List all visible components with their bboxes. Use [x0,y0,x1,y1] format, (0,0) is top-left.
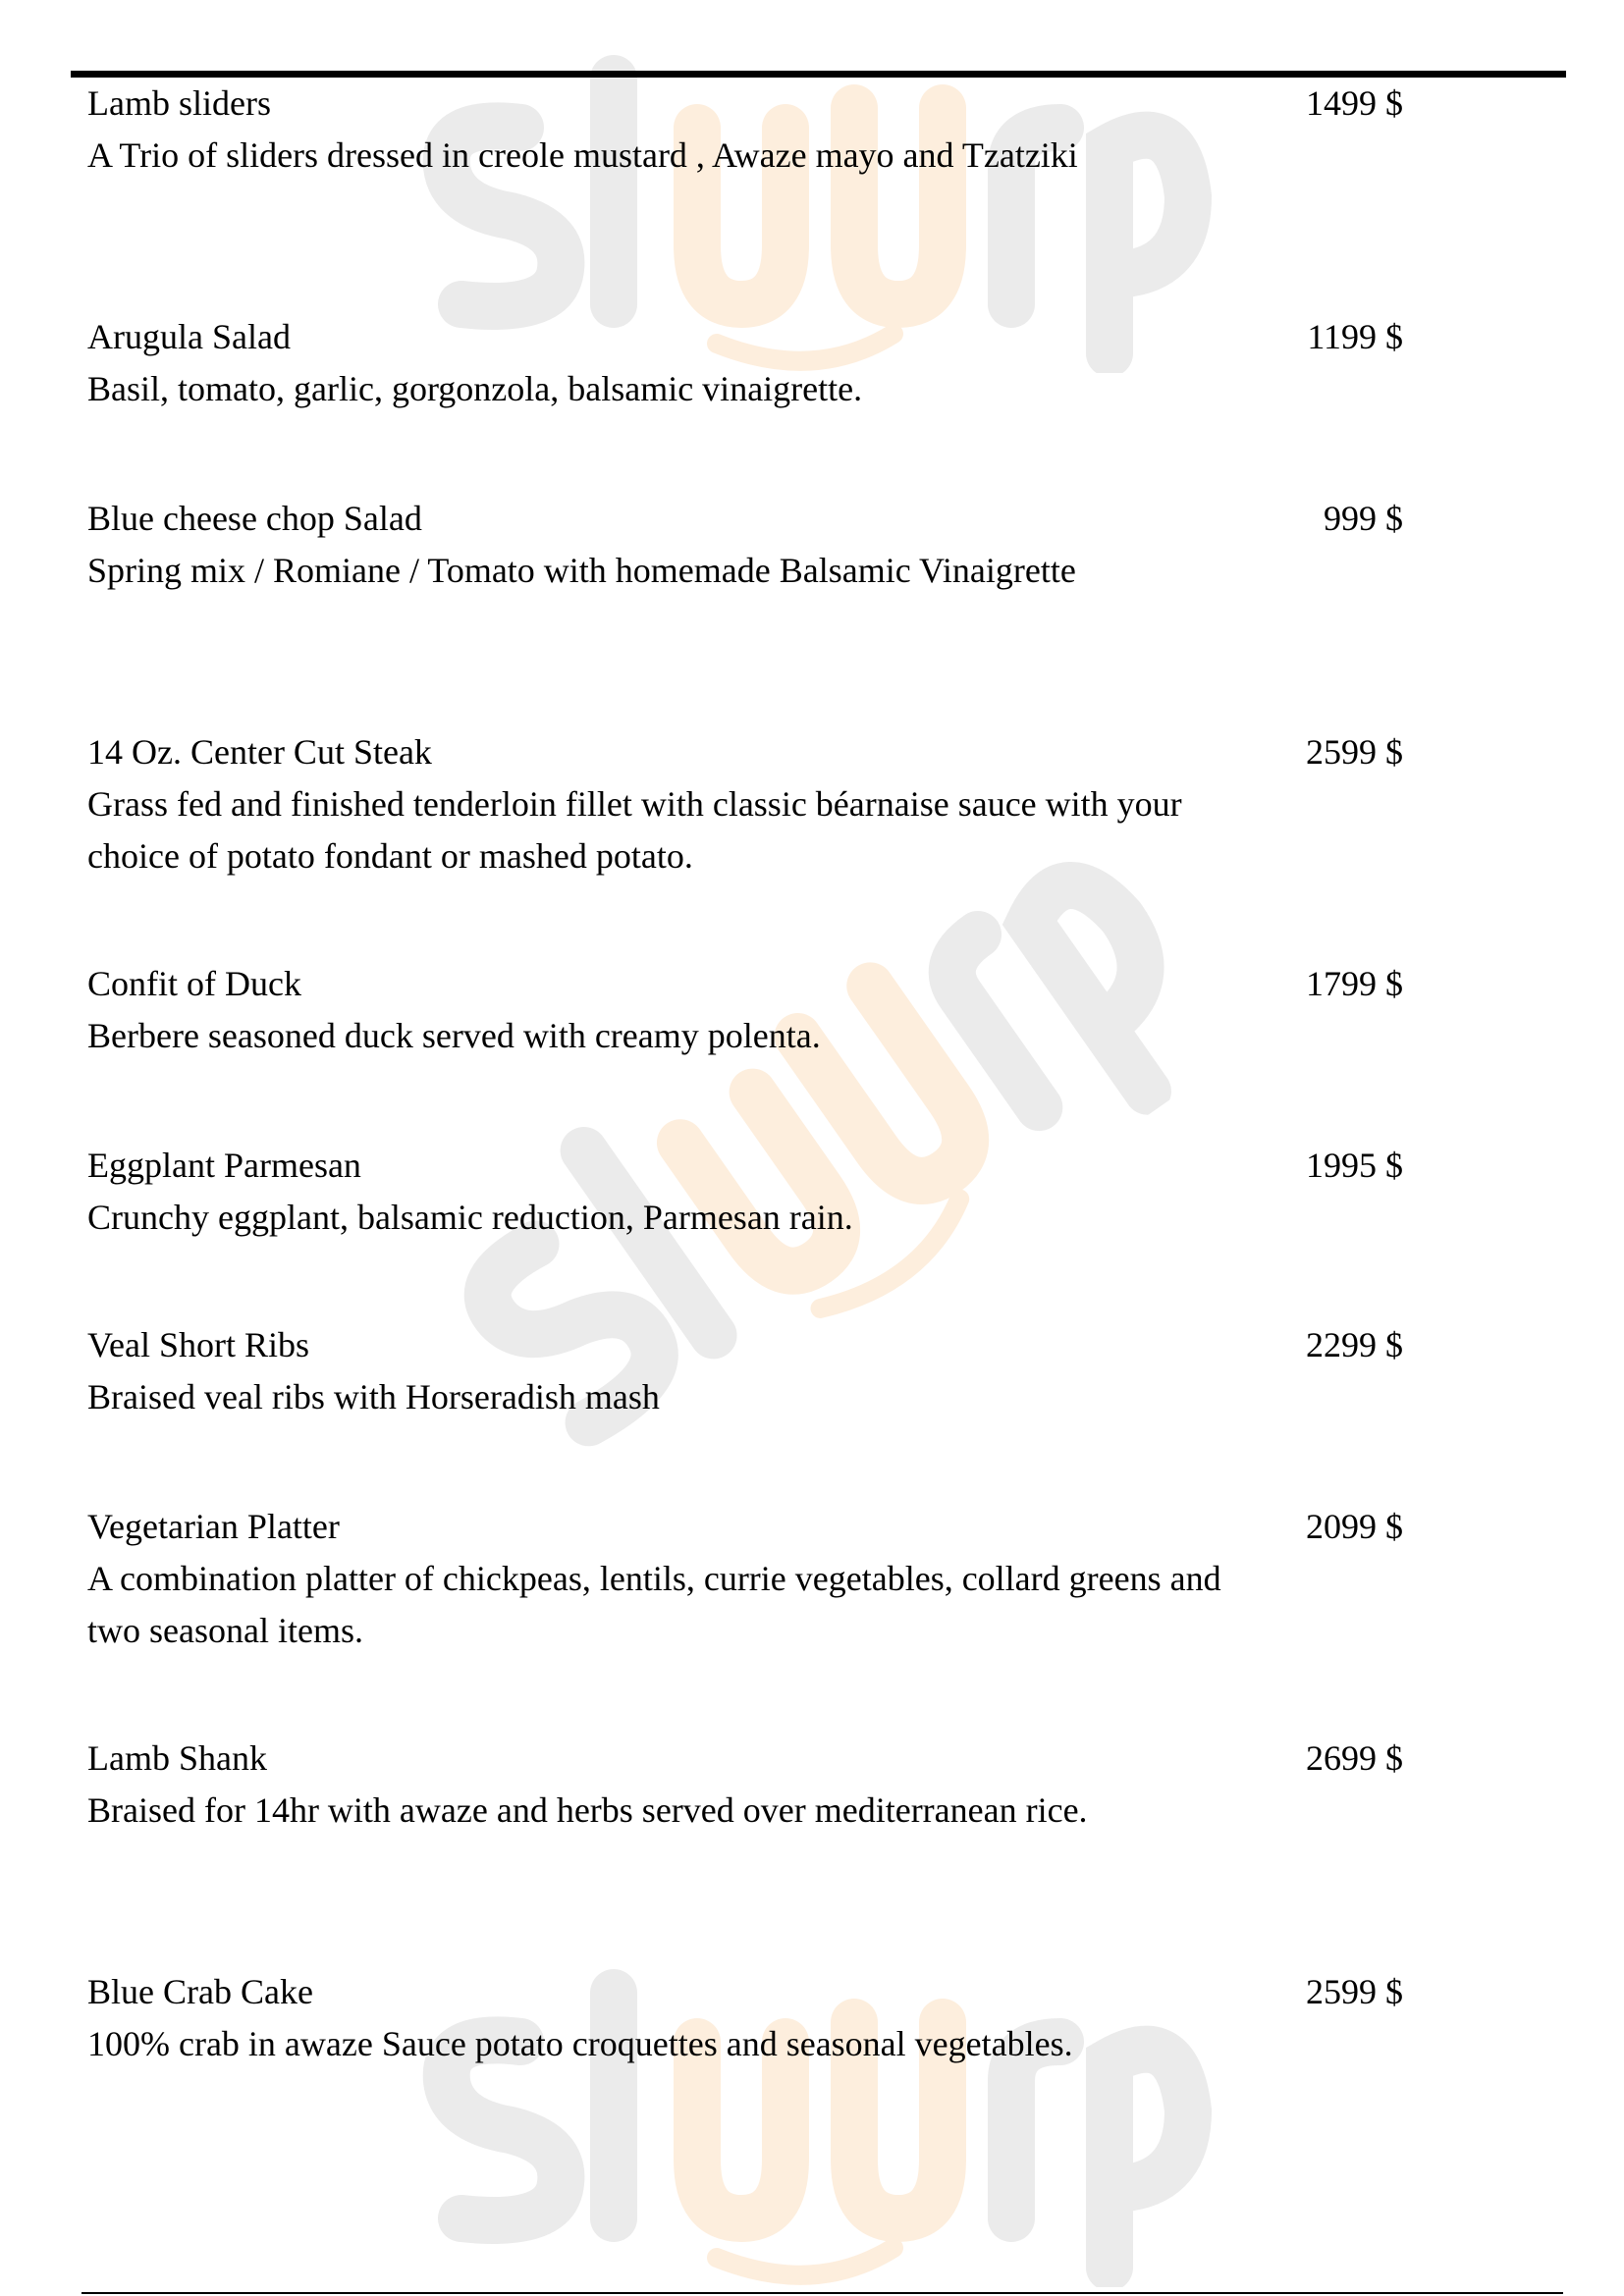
menu-item [87,1319,1403,1423]
menu-item [87,493,1403,597]
top-divider [71,71,1566,78]
item-description: Braised for 14hr with awaze and herbs served over mediterranean rice. [87,1790,1088,1830]
item-name: Vegetarian Platter [87,1507,340,1546]
item-description: Spring mix / Romiane / Tomato with homemade Balsamic Vinaigrette [87,551,1076,590]
item-name: Lamb Shank [87,1738,267,1778]
menu-item [87,726,1403,882]
item-name: Arugula Salad [87,317,291,356]
item-name: Blue cheese chop Salad [87,499,422,538]
item-price: 999 $ [1324,499,1403,538]
item-name: Eggplant Parmesan [87,1146,361,1185]
item-price: 1995 $ [1306,1146,1403,1185]
item-price: 1199 $ [1307,317,1403,356]
item-description: Crunchy eggplant, balsamic reduction, Parmesan rain. [87,1198,853,1237]
item-description: A Trio of sliders dressed in creole mustard , Awaze mayo and Tzatziki [87,135,1078,175]
item-description: 100% crab in awaze Sauce potato croquettes and seasonal vegetables. [87,2024,1073,2063]
item-price: 2599 $ [1306,1972,1403,2011]
item-price: 2099 $ [1306,1507,1403,1546]
menu-item [87,1501,1403,1657]
menu-item [87,78,1403,182]
item-description: Grass fed and finished tenderloin fillet with classic béarnaise sauce with your choice of potato fondant or mashed potato. [87,784,1182,876]
item-name: Veal Short Ribs [87,1325,310,1364]
item-name: Lamb sliders [87,83,271,123]
menu-item [87,311,1403,415]
item-name: Confit of Duck [87,964,301,1003]
item-price: 2599 $ [1306,732,1403,772]
item-description: Basil, tomato, garlic, gorgonzola, balsamic vinaigrette. [87,369,863,408]
menu-item [87,1140,1403,1244]
item-description: A combination platter of chickpeas, lentils, currie vegetables, collard greens and two seasonal items. [87,1559,1221,1650]
menu-item [87,1733,1403,1837]
item-price: 2299 $ [1306,1325,1403,1364]
menu-item [87,958,1403,1062]
bottom-divider [81,2292,1563,2294]
item-description: Braised veal ribs with Horseradish mash [87,1377,660,1416]
item-price: 1799 $ [1306,964,1403,1003]
item-name: Blue Crab Cake [87,1972,313,2011]
item-name: 14 Oz. Center Cut Steak [87,732,432,772]
item-price: 1499 $ [1306,83,1403,123]
item-description: Berbere seasoned duck served with creamy polenta. [87,1016,821,1055]
item-price: 2699 $ [1306,1738,1403,1778]
menu-item [87,1966,1403,2070]
